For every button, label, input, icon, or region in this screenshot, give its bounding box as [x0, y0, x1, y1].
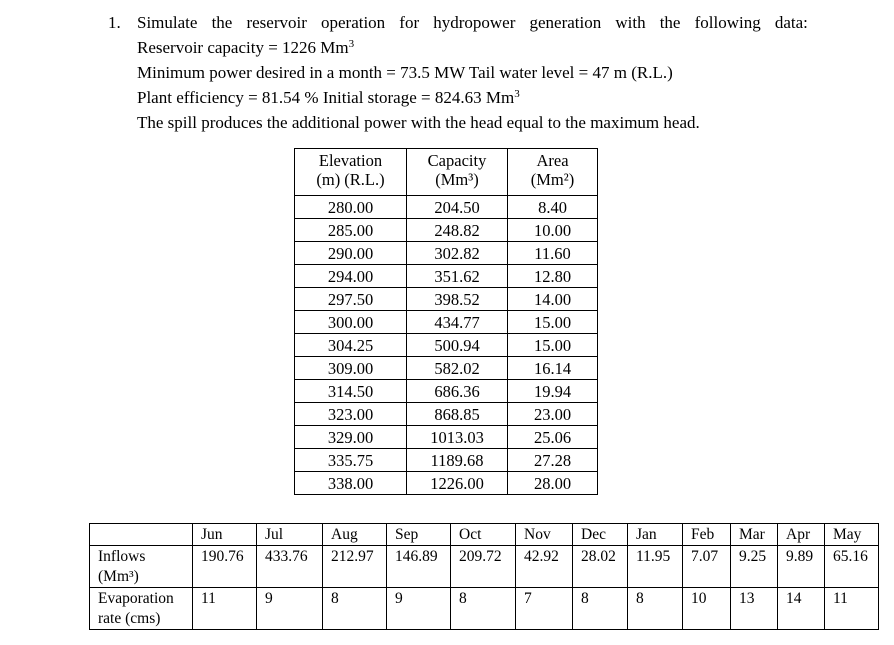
- blank-corner-cell: [90, 524, 193, 546]
- area-cell: 28.00: [508, 472, 598, 495]
- spill-line: The spill produces the additional power with the head equal to the maximum head.: [137, 113, 700, 132]
- capacity-header: Capacity (Mm³): [407, 149, 508, 196]
- efficiency-line: Plant efficiency = 81.54 % Initial storage = 824.63 Mm$^3$: [137, 88, 520, 107]
- table-row: [295, 265, 598, 288]
- elevation-header: Elevation (m) (R.L.): [295, 149, 407, 196]
- elevation-cell: 290.00: [295, 242, 407, 265]
- month-header: Jan: [628, 524, 683, 546]
- elevation-cell: 285.00: [295, 219, 407, 242]
- elevation-cell: 280.00: [295, 196, 407, 219]
- month-header: Jul: [257, 524, 323, 546]
- elevation-cell: 314.50: [295, 380, 407, 403]
- evaporation-cell: 11: [193, 588, 257, 630]
- area-header: Area (Mm²): [508, 149, 598, 196]
- month-header: Mar: [731, 524, 778, 546]
- inflow-cell: 190.76: [193, 546, 257, 588]
- evaporation-cell: 9: [387, 588, 451, 630]
- area-cell: 10.00: [508, 219, 598, 242]
- area-cell: 25.06: [508, 426, 598, 449]
- evaporation-cell: 7: [516, 588, 573, 630]
- elevation-cell: 300.00: [295, 311, 407, 334]
- table-row: [295, 357, 598, 380]
- month-header: Oct: [451, 524, 516, 546]
- month-header: May: [825, 524, 879, 546]
- evaporation-label: Evaporation rate (cms): [90, 588, 193, 630]
- evaporation-cell: 10: [683, 588, 731, 630]
- elevation-cell: 304.25: [295, 334, 407, 357]
- evaporation-cell: 14: [778, 588, 825, 630]
- table-row: [295, 449, 598, 472]
- capacity-cell: 302.82: [407, 242, 508, 265]
- inflow-cell: 146.89: [387, 546, 451, 588]
- inflows-row: [90, 546, 879, 588]
- area-cell: 23.00: [508, 403, 598, 426]
- minimum-power-line: Minimum power desired in a month = 73.5 MW Tail water level = 47 m (R.L.): [137, 63, 673, 82]
- capacity-cell: 248.82: [407, 219, 508, 242]
- area-cell: 14.00: [508, 288, 598, 311]
- capacity-cell: 351.62: [407, 265, 508, 288]
- month-header: Jun: [193, 524, 257, 546]
- inflow-cell: 209.72: [451, 546, 516, 588]
- elevation-cell: 329.00: [295, 426, 407, 449]
- months-row: [90, 524, 879, 546]
- elevation-cell: 294.00: [295, 265, 407, 288]
- evaporation-cell: 9: [257, 588, 323, 630]
- month-header: Apr: [778, 524, 825, 546]
- elevation-cell: 338.00: [295, 472, 407, 495]
- table-row: [295, 219, 598, 242]
- table-row: [295, 403, 598, 426]
- inflow-cell: 65.16: [825, 546, 879, 588]
- area-cell: 27.28: [508, 449, 598, 472]
- inflow-cell: 9.25: [731, 546, 778, 588]
- evaporation-cell: 11: [825, 588, 879, 630]
- evaporation-cell: 13: [731, 588, 778, 630]
- evaporation-cell: 8: [323, 588, 387, 630]
- elevation-capacity-area-table: [294, 148, 598, 495]
- table-row: [295, 472, 598, 495]
- elevation-cell: 323.00: [295, 403, 407, 426]
- area-cell: 12.80: [508, 265, 598, 288]
- evaporation-cell: 8: [451, 588, 516, 630]
- monthly-data-table: [89, 523, 879, 630]
- capacity-cell: 1013.03: [407, 426, 508, 449]
- inflow-cell: 433.76: [257, 546, 323, 588]
- capacity-cell: 582.02: [407, 357, 508, 380]
- month-header: Feb: [683, 524, 731, 546]
- problem-statement: [108, 10, 848, 135]
- inflow-cell: 7.07: [683, 546, 731, 588]
- table-row: [295, 426, 598, 449]
- evaporation-row: [90, 588, 879, 630]
- month-header: Aug: [323, 524, 387, 546]
- capacity-cell: 500.94: [407, 334, 508, 357]
- area-cell: 11.60: [508, 242, 598, 265]
- table-row: [295, 196, 598, 219]
- month-header: Dec: [573, 524, 628, 546]
- capacity-cell: 1226.00: [407, 472, 508, 495]
- month-header: Nov: [516, 524, 573, 546]
- table-row: [295, 311, 598, 334]
- evaporation-cell: 8: [628, 588, 683, 630]
- area-cell: 19.94: [508, 380, 598, 403]
- table-row: [295, 334, 598, 357]
- capacity-cell: 434.77: [407, 311, 508, 334]
- area-cell: 16.14: [508, 357, 598, 380]
- capacity-cell: 398.52: [407, 288, 508, 311]
- table1-header-row: [295, 149, 598, 196]
- capacity-cell: 686.36: [407, 380, 508, 403]
- elevation-cell: 309.00: [295, 357, 407, 380]
- area-cell: 8.40: [508, 196, 598, 219]
- month-header: Sep: [387, 524, 451, 546]
- capacity-cell: 1189.68: [407, 449, 508, 472]
- inflow-cell: 9.89: [778, 546, 825, 588]
- problem-line-1: [108, 10, 808, 35]
- table-row: [295, 288, 598, 311]
- area-cell: 15.00: [508, 334, 598, 357]
- elevation-cell: 335.75: [295, 449, 407, 472]
- inflow-cell: 11.95: [628, 546, 683, 588]
- area-cell: 15.00: [508, 311, 598, 334]
- capacity-cell: 204.50: [407, 196, 508, 219]
- evaporation-cell: 8: [573, 588, 628, 630]
- inflow-cell: 28.02: [573, 546, 628, 588]
- inflows-label: Inflows (Mm³): [90, 546, 193, 588]
- reservoir-capacity-line: Reservoir capacity = 1226 Mm$^3$: [137, 38, 355, 57]
- problem-number: 1.: [108, 13, 121, 32]
- problem-intro: Simulate the reservoir operation for hydropower generation with the following data:: [137, 13, 808, 32]
- inflow-cell: 212.97: [323, 546, 387, 588]
- capacity-cell: 868.85: [407, 403, 508, 426]
- elevation-cell: 297.50: [295, 288, 407, 311]
- table-row: [295, 380, 598, 403]
- inflow-cell: 42.92: [516, 546, 573, 588]
- table-row: [295, 242, 598, 265]
